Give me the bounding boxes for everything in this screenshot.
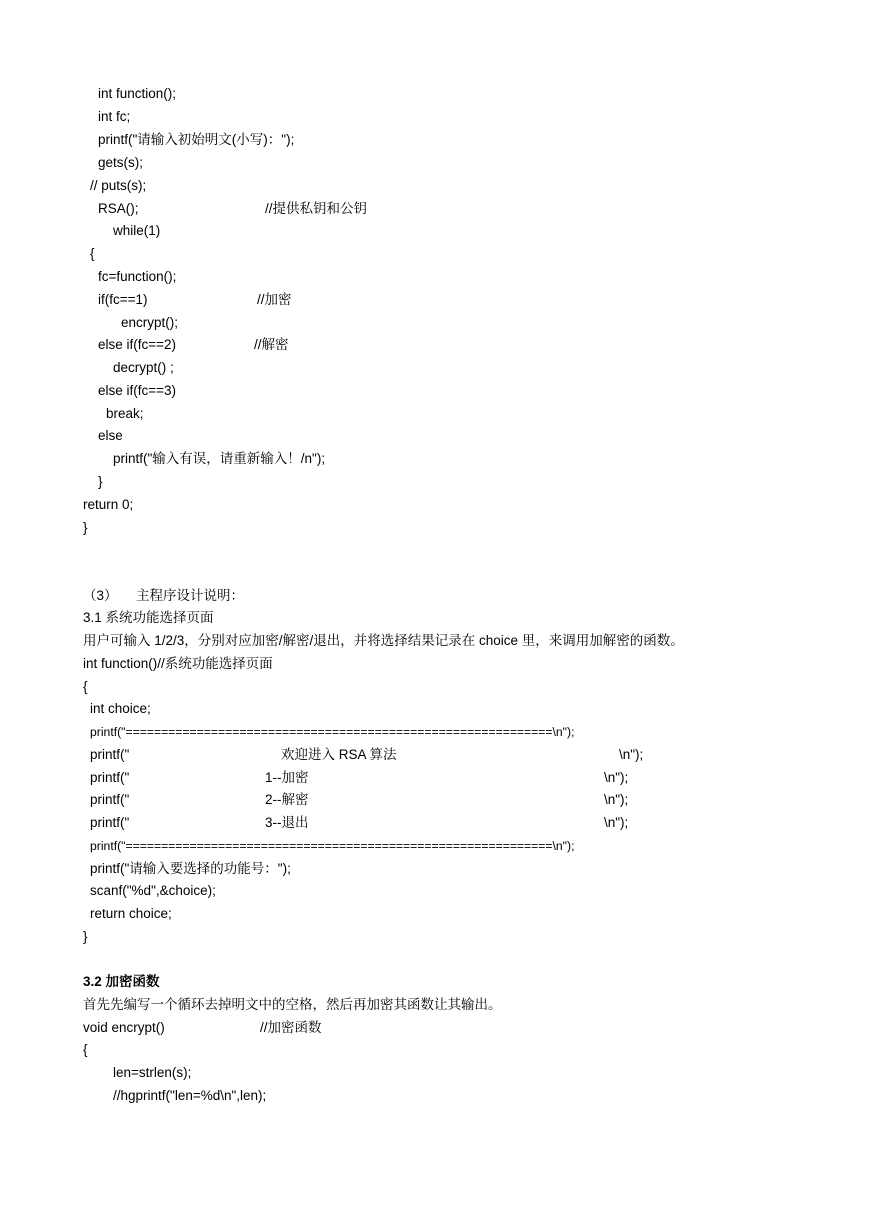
code-line: } xyxy=(83,929,88,944)
code-line: printf(" xyxy=(90,815,130,830)
code-line: gets(s); xyxy=(98,155,144,170)
code-line: int choice; xyxy=(90,701,151,716)
code-line: // puts(s); xyxy=(90,178,147,193)
code-line: \n"); xyxy=(604,792,629,807)
subsection-heading: 3.1 系统功能选择页面 xyxy=(83,610,214,625)
code-comment: //提供私钥和公钥 xyxy=(265,201,368,216)
code-line: } xyxy=(98,474,103,489)
code-line: int fc; xyxy=(98,109,131,124)
code-line: \n"); xyxy=(604,815,629,830)
code-line: break; xyxy=(106,406,144,421)
code-line: void encrypt() xyxy=(83,1020,165,1035)
code-line: int function()//系统功能选择页面 xyxy=(83,656,273,671)
code-line: if(fc==1) xyxy=(98,292,148,307)
code-line: return 0; xyxy=(83,497,134,512)
code-comment: //加密函数 xyxy=(260,1020,322,1035)
code-line: printf(" xyxy=(90,747,130,762)
code-line: len=strlen(s); xyxy=(113,1065,192,1080)
code-line: printf("请输入要选择的功能号："); xyxy=(90,861,291,876)
code-line: fc=function(); xyxy=(98,269,177,284)
code-line: printf("============================================================\n"); xyxy=(90,725,575,739)
code-line: printf("============================================================\n"); xyxy=(90,839,575,853)
code-line: //hgprintf("len=%d\n",len); xyxy=(113,1088,267,1103)
code-line: printf("输入有误，请重新输入！/n"); xyxy=(113,451,326,466)
code-line: { xyxy=(83,679,88,694)
code-comment: //加密 xyxy=(257,292,292,307)
paragraph: 首先先编写一个循环去掉明文中的空格，然后再加密其函数让其输出。 xyxy=(83,997,502,1012)
code-line: RSA(); xyxy=(98,201,139,216)
code-line: { xyxy=(90,246,95,261)
code-line: encrypt(); xyxy=(121,315,179,330)
menu-text: 欢迎进入 RSA 算法 xyxy=(281,747,397,762)
code-line: \n"); xyxy=(619,747,644,762)
code-line: printf(" xyxy=(90,792,130,807)
code-line: \n"); xyxy=(604,770,629,785)
code-comment: //解密 xyxy=(254,337,289,352)
menu-text: 1--加密 xyxy=(265,770,309,785)
code-line: { xyxy=(83,1042,88,1057)
subsection-heading: 3.2 加密函数 xyxy=(83,974,160,989)
code-line: else if(fc==2) xyxy=(98,337,177,352)
menu-text: 3--退出 xyxy=(265,815,309,830)
section-heading: 主程序设计说明： xyxy=(136,588,244,603)
code-line: } xyxy=(83,520,88,535)
code-line: printf(" xyxy=(90,770,130,785)
code-line: else xyxy=(98,428,123,443)
code-line: return choice; xyxy=(90,906,172,921)
code-line: else if(fc==3) xyxy=(98,383,177,398)
paragraph: 用户可输入 1/2/3，分别对应加密/解密/退出，并将选择结果记录在 choice 里，来调用加解密的函数。 xyxy=(83,633,684,648)
code-line: while(1) xyxy=(113,223,161,238)
code-line: decrypt() ; xyxy=(113,360,174,375)
section-number: （3） xyxy=(83,588,118,603)
menu-text: 2--解密 xyxy=(265,792,309,807)
code-line: int function(); xyxy=(98,86,177,101)
code-line: printf("请输入初始明文(小写)："); xyxy=(98,132,295,147)
code-line: scanf("%d",&choice); xyxy=(90,883,216,898)
